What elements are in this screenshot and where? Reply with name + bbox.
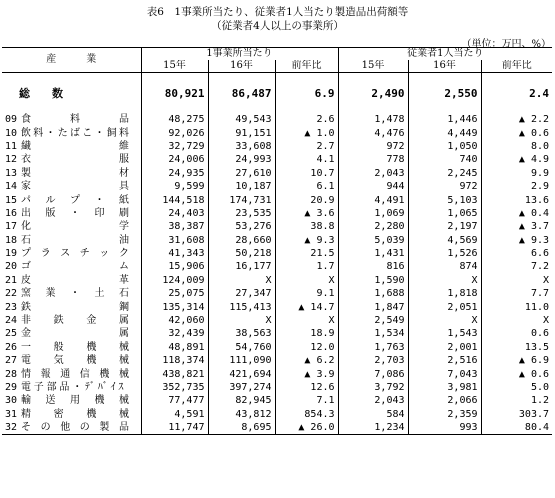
table-row bbox=[2, 367, 552, 380]
cell-emp16: 972 bbox=[408, 180, 481, 193]
industry-name: 製材 bbox=[21, 167, 129, 179]
row-industry bbox=[2, 367, 141, 380]
header-est-y16: 16年 bbox=[208, 60, 275, 73]
cell-est16: 24,993 bbox=[208, 153, 275, 166]
cell-est-yoy: X bbox=[275, 274, 338, 287]
cell-emp-yoy: 80.4 bbox=[481, 421, 552, 435]
industry-name: 石油 bbox=[21, 234, 129, 246]
cell-emp-yoy: 7.7 bbox=[530, 288, 550, 300]
industry-code: 14 bbox=[5, 181, 18, 193]
table-row bbox=[2, 421, 552, 435]
cell-emp16: 2,245 bbox=[408, 167, 481, 180]
cell-est-yoy: 2.6 bbox=[275, 113, 338, 126]
cell-emp15: 1,590 bbox=[338, 274, 408, 287]
row-industry bbox=[2, 167, 141, 180]
industry-name: 衣服 bbox=[21, 154, 129, 166]
cell-emp15: 5,039 bbox=[338, 234, 408, 247]
cell-est16: 82,945 bbox=[208, 394, 275, 407]
cell-est16: X bbox=[208, 314, 275, 327]
table-row bbox=[2, 394, 552, 407]
cell-est16: 33,608 bbox=[208, 140, 275, 153]
cell-est-yoy: 10.7 bbox=[275, 167, 338, 180]
table-row bbox=[2, 247, 552, 260]
cell-emp16: X bbox=[408, 314, 481, 327]
cell-emp16: 4,569 bbox=[408, 234, 481, 247]
cell-est15: 15,906 bbox=[141, 260, 208, 273]
cell-emp-yoy: 1.2 bbox=[530, 395, 550, 407]
header-emp-y16: 16年 bbox=[408, 60, 481, 73]
cell-est16: 27,347 bbox=[208, 287, 275, 300]
row-industry bbox=[2, 287, 141, 300]
industry-code: 23 bbox=[5, 301, 18, 313]
cell-est15: 25,075 bbox=[141, 287, 208, 300]
row-industry bbox=[2, 234, 141, 247]
cell-emp-yoy: 5.0 bbox=[530, 382, 550, 393]
table-row bbox=[2, 180, 552, 193]
industry-name: 鉄鋼 bbox=[21, 301, 129, 313]
industry-code: 11 bbox=[5, 140, 18, 152]
cell-emp16: 1,065 bbox=[408, 207, 481, 220]
cell-emp15: 972 bbox=[338, 140, 408, 153]
header-emp-y15: 15年 bbox=[338, 60, 408, 73]
industry-name: プラスチック bbox=[21, 248, 129, 260]
industry-name: 化学 bbox=[21, 221, 129, 233]
row-industry bbox=[2, 140, 141, 153]
cell-emp-yoy: 2.4 bbox=[529, 86, 550, 100]
cell-emp-yoy: 0.6 bbox=[530, 328, 550, 340]
cell-est15: 48,275 bbox=[141, 113, 208, 126]
cell-emp15: 816 bbox=[338, 260, 408, 273]
cell-emp15: 3,792 bbox=[338, 381, 408, 394]
cell-est15: 24,935 bbox=[141, 167, 208, 180]
cell-est16: 8,695 bbox=[208, 421, 275, 435]
table-row bbox=[2, 314, 552, 327]
table-row bbox=[2, 260, 552, 273]
cell-est15: 32,729 bbox=[141, 140, 208, 153]
cell-emp16: 1,543 bbox=[408, 327, 481, 340]
cell-est16: 16,177 bbox=[208, 260, 275, 273]
industry-name: 非鉄金属 bbox=[21, 315, 129, 327]
row-industry bbox=[2, 247, 141, 260]
industry-code: 20 bbox=[5, 261, 18, 273]
cell-est-yoy: ▲ 6.2 bbox=[275, 354, 338, 367]
table-row bbox=[2, 341, 552, 354]
cell-emp-yoy: 9.9 bbox=[530, 167, 550, 179]
cell-est16: 28,660 bbox=[208, 234, 275, 247]
cell-emp15: 778 bbox=[338, 153, 408, 166]
cell-emp15: 1,069 bbox=[338, 207, 408, 220]
industry-code: 32 bbox=[5, 422, 18, 434]
cell-est15: 352,735 bbox=[141, 381, 208, 394]
cell-est16: 23,535 bbox=[208, 207, 275, 220]
cell-emp-yoy: ▲ 0.6 bbox=[518, 368, 550, 380]
cell-emp16: 2,550 bbox=[408, 73, 481, 114]
cell-emp15: 7,086 bbox=[338, 367, 408, 380]
industry-code: 22 bbox=[5, 288, 18, 300]
row-industry bbox=[2, 126, 141, 139]
industry-name: 繊維 bbox=[21, 140, 129, 152]
cell-emp15: 4,491 bbox=[338, 193, 408, 206]
industry-code: 25 bbox=[5, 328, 18, 340]
cell-emp16: 5,103 bbox=[408, 193, 481, 206]
table-title: 表6 1事業所当たり、従業者1人当たり製造品出荷額等 bbox=[146, 6, 409, 18]
cell-est16: X bbox=[208, 274, 275, 287]
table-row bbox=[2, 234, 552, 247]
cell-est16: 49,543 bbox=[208, 113, 275, 126]
cell-est15: 24,006 bbox=[141, 153, 208, 166]
header-per-establishment: 1事業所当たり bbox=[141, 48, 338, 61]
industry-name: 輸送用機械 bbox=[21, 395, 129, 407]
cell-est-yoy: X bbox=[275, 314, 338, 327]
cell-est15: 38,387 bbox=[141, 220, 208, 233]
shipment-table bbox=[2, 47, 552, 435]
industry-name: 精密機械 bbox=[21, 408, 129, 420]
table-row bbox=[2, 193, 552, 206]
industry-name: パルプ・紙 bbox=[21, 194, 129, 206]
cell-est15: 77,477 bbox=[141, 394, 208, 407]
cell-est-yoy: 12.6 bbox=[275, 381, 338, 394]
cell-est16: 38,563 bbox=[208, 327, 275, 340]
cell-emp-yoy: ▲ 2.2 bbox=[518, 114, 550, 126]
table-row bbox=[2, 300, 552, 313]
cell-est16: 91,151 bbox=[208, 126, 275, 139]
cell-est-yoy: 1.7 bbox=[275, 260, 338, 273]
industry-code: 30 bbox=[5, 395, 18, 407]
row-industry bbox=[2, 260, 141, 273]
cell-emp16: 3,981 bbox=[408, 381, 481, 394]
industry-name: 家具 bbox=[21, 181, 129, 193]
cell-est16: 111,090 bbox=[208, 354, 275, 367]
header-est-yoy: 前年比 bbox=[275, 60, 338, 73]
cell-est-yoy: ▲ 1.0 bbox=[275, 126, 338, 139]
cell-emp-yoy: 2.9 bbox=[530, 181, 550, 193]
row-industry bbox=[2, 314, 141, 327]
table-row bbox=[2, 153, 552, 166]
cell-est-yoy: 12.0 bbox=[275, 341, 338, 354]
cell-emp-yoy: ▲ 4.9 bbox=[518, 154, 550, 166]
cell-est-yoy: ▲ 9.3 bbox=[275, 234, 338, 247]
header-per-employee: 従業者1人当たり bbox=[338, 48, 552, 61]
cell-est16: 421,694 bbox=[208, 367, 275, 380]
cell-emp16: 740 bbox=[408, 153, 481, 166]
cell-emp15: 1,688 bbox=[338, 287, 408, 300]
industry-code: 24 bbox=[5, 315, 18, 327]
row-industry bbox=[2, 300, 141, 313]
cell-est15: 135,314 bbox=[141, 300, 208, 313]
row-industry bbox=[2, 421, 141, 435]
row-industry bbox=[2, 193, 141, 206]
cell-est15: 41,343 bbox=[141, 247, 208, 260]
table-row bbox=[2, 408, 552, 421]
industry-name: 窯業・土石 bbox=[21, 288, 129, 300]
cell-emp-yoy: 8.0 bbox=[530, 140, 550, 152]
row-industry bbox=[2, 394, 141, 407]
cell-emp15: 1,478 bbox=[338, 113, 408, 126]
cell-est15: 48,891 bbox=[141, 341, 208, 354]
cell-emp-yoy: X bbox=[542, 274, 550, 286]
cell-emp15: 2,043 bbox=[338, 167, 408, 180]
row-industry bbox=[2, 180, 141, 193]
cell-emp15: 2,549 bbox=[338, 314, 408, 327]
industry-name: 電子部品・ﾃﾞﾊﾞｲｽ bbox=[21, 382, 127, 393]
cell-est-yoy: 18.9 bbox=[275, 327, 338, 340]
cell-emp-yoy: ▲ 0.4 bbox=[518, 207, 550, 219]
cell-est-yoy: 38.8 bbox=[275, 220, 338, 233]
table-subtitle: （従業者4人以上の事業所） bbox=[211, 20, 344, 32]
cell-est-yoy: 21.5 bbox=[275, 247, 338, 260]
industry-name: 金属 bbox=[21, 328, 129, 340]
cell-est-yoy: 7.1 bbox=[275, 394, 338, 407]
industry-name: 情報通信機械 bbox=[21, 368, 129, 380]
cell-emp-yoy: ▲ 3.7 bbox=[518, 221, 550, 233]
total-label: 総 数 bbox=[19, 86, 63, 100]
cell-est15: 24,403 bbox=[141, 207, 208, 220]
cell-est15: 9,599 bbox=[141, 180, 208, 193]
cell-emp15: 1,763 bbox=[338, 341, 408, 354]
cell-est15: 438,821 bbox=[141, 367, 208, 380]
industry-code: 28 bbox=[5, 368, 18, 380]
table-row bbox=[2, 274, 552, 287]
header-emp-yoy: 前年比 bbox=[481, 60, 552, 73]
header-industry: 産 業 bbox=[2, 48, 141, 73]
table-row bbox=[2, 354, 552, 367]
cell-emp-yoy: ▲ 0.6 bbox=[518, 127, 550, 139]
cell-est16: 174,731 bbox=[208, 193, 275, 206]
cell-emp15: 2,280 bbox=[338, 220, 408, 233]
cell-emp16: 993 bbox=[408, 421, 481, 435]
cell-emp16: 7,043 bbox=[408, 367, 481, 380]
cell-est15: 118,374 bbox=[141, 354, 208, 367]
table-row bbox=[2, 327, 552, 340]
industry-code: 31 bbox=[5, 408, 18, 420]
industry-code: 18 bbox=[5, 234, 18, 246]
cell-emp16: 4,449 bbox=[408, 126, 481, 139]
table-row bbox=[2, 207, 552, 220]
industry-name: 飲料・たばこ・飼料 bbox=[21, 127, 129, 139]
cell-emp16: 2,197 bbox=[408, 220, 481, 233]
cell-est15: 144,518 bbox=[141, 193, 208, 206]
row-industry bbox=[2, 220, 141, 233]
industry-name: ゴム bbox=[21, 261, 129, 273]
cell-est15: 32,439 bbox=[141, 327, 208, 340]
industry-code: 12 bbox=[5, 154, 18, 166]
cell-emp15: 4,476 bbox=[338, 126, 408, 139]
industry-name: 皮革 bbox=[21, 274, 129, 286]
cell-emp15: 1,847 bbox=[338, 300, 408, 313]
cell-est16: 43,812 bbox=[208, 408, 275, 421]
unit-note: （単位：万円、%） bbox=[461, 39, 551, 50]
row-industry bbox=[2, 354, 141, 367]
industry-code: 09 bbox=[5, 114, 18, 126]
industry-code: 15 bbox=[5, 194, 18, 206]
industry-name: 出版・印刷 bbox=[21, 207, 129, 219]
industry-code: 26 bbox=[5, 341, 18, 353]
cell-est-yoy: ▲ 14.7 bbox=[275, 300, 338, 313]
cell-est-yoy: ▲ 3.6 bbox=[275, 207, 338, 220]
cell-emp15: 1,534 bbox=[338, 327, 408, 340]
row-industry bbox=[2, 327, 141, 340]
cell-emp-yoy: ▲ 6.9 bbox=[518, 355, 550, 367]
cell-est15: 124,009 bbox=[141, 274, 208, 287]
row-industry bbox=[2, 153, 141, 166]
cell-emp16: 1,050 bbox=[408, 140, 481, 153]
cell-emp15: 944 bbox=[338, 180, 408, 193]
cell-est15: 42,060 bbox=[141, 314, 208, 327]
cell-emp16: 874 bbox=[408, 260, 481, 273]
cell-emp16: 2,516 bbox=[408, 354, 481, 367]
cell-emp15: 584 bbox=[338, 408, 408, 421]
cell-est16: 397,274 bbox=[208, 381, 275, 394]
cell-est16: 10,187 bbox=[208, 180, 275, 193]
cell-emp15: 2,043 bbox=[338, 394, 408, 407]
industry-name: その他の製品 bbox=[21, 422, 129, 434]
cell-emp16: 2,066 bbox=[408, 394, 481, 407]
cell-est15: 80,921 bbox=[141, 73, 208, 114]
table-row bbox=[2, 140, 552, 153]
cell-emp-yoy: ▲ 9.3 bbox=[518, 234, 550, 246]
industry-code: 16 bbox=[5, 207, 18, 219]
cell-est-yoy: 6.1 bbox=[275, 180, 338, 193]
cell-est-yoy: 20.9 bbox=[275, 193, 338, 206]
cell-emp15: 2,490 bbox=[338, 73, 408, 114]
cell-est15: 92,026 bbox=[141, 126, 208, 139]
cell-emp-yoy: 7.2 bbox=[530, 261, 550, 273]
cell-est-yoy: ▲ 26.0 bbox=[275, 421, 338, 435]
table-row bbox=[2, 167, 552, 180]
cell-est16: 86,487 bbox=[208, 73, 275, 114]
cell-est-yoy: 2.7 bbox=[275, 140, 338, 153]
industry-code: 19 bbox=[5, 248, 18, 260]
cell-est-yoy: 4.1 bbox=[275, 153, 338, 166]
cell-emp16: 1,526 bbox=[408, 247, 481, 260]
cell-est16: 50,218 bbox=[208, 247, 275, 260]
cell-est15: 11,747 bbox=[141, 421, 208, 435]
industry-name: 食料品 bbox=[21, 114, 129, 126]
industry-code: 13 bbox=[5, 167, 18, 179]
cell-est16: 115,413 bbox=[208, 300, 275, 313]
row-industry bbox=[2, 274, 141, 287]
cell-emp16: 2,359 bbox=[408, 408, 481, 421]
table-row bbox=[2, 287, 552, 300]
cell-emp-yoy: 303.7 bbox=[518, 408, 550, 420]
cell-emp15: 1,234 bbox=[338, 421, 408, 435]
cell-emp16: 1,818 bbox=[408, 287, 481, 300]
industry-name: 一般機械 bbox=[21, 341, 129, 353]
cell-emp16: 1,446 bbox=[408, 113, 481, 126]
total-row bbox=[2, 73, 552, 114]
cell-emp-yoy: 6.6 bbox=[530, 248, 550, 260]
industry-name: 電気機械 bbox=[21, 355, 129, 367]
cell-emp-yoy: 11.0 bbox=[524, 301, 550, 313]
table-row bbox=[2, 126, 552, 139]
table-row bbox=[2, 381, 552, 394]
table-row bbox=[2, 220, 552, 233]
industry-code: 17 bbox=[5, 221, 18, 233]
industry-code: 10 bbox=[5, 127, 18, 139]
cell-emp15: 2,703 bbox=[338, 354, 408, 367]
row-industry bbox=[2, 113, 141, 126]
cell-emp-yoy: 13.5 bbox=[524, 341, 550, 353]
cell-est-yoy: 6.9 bbox=[275, 73, 338, 114]
cell-emp16: 2,051 bbox=[408, 300, 481, 313]
cell-est-yoy: 9.1 bbox=[275, 287, 338, 300]
row-industry bbox=[2, 207, 141, 220]
row-industry bbox=[2, 408, 141, 421]
cell-est-yoy: 854.3 bbox=[275, 408, 338, 421]
cell-est16: 27,610 bbox=[208, 167, 275, 180]
row-industry bbox=[2, 381, 141, 394]
cell-est-yoy: ▲ 3.9 bbox=[275, 367, 338, 380]
row-industry bbox=[2, 341, 141, 354]
cell-emp16: X bbox=[408, 274, 481, 287]
cell-emp-yoy: X bbox=[542, 315, 550, 327]
cell-emp16: 2,001 bbox=[408, 341, 481, 354]
cell-est16: 53,276 bbox=[208, 220, 275, 233]
industry-code: 21 bbox=[5, 274, 18, 286]
cell-est15: 4,591 bbox=[141, 408, 208, 421]
cell-est15: 31,608 bbox=[141, 234, 208, 247]
table-row bbox=[2, 113, 552, 126]
industry-code: 27 bbox=[5, 355, 18, 367]
cell-emp-yoy: 13.6 bbox=[524, 194, 550, 206]
cell-emp15: 1,431 bbox=[338, 247, 408, 260]
cell-est16: 54,760 bbox=[208, 341, 275, 354]
industry-code: 29 bbox=[5, 382, 18, 393]
header-est-y15: 15年 bbox=[141, 60, 208, 73]
